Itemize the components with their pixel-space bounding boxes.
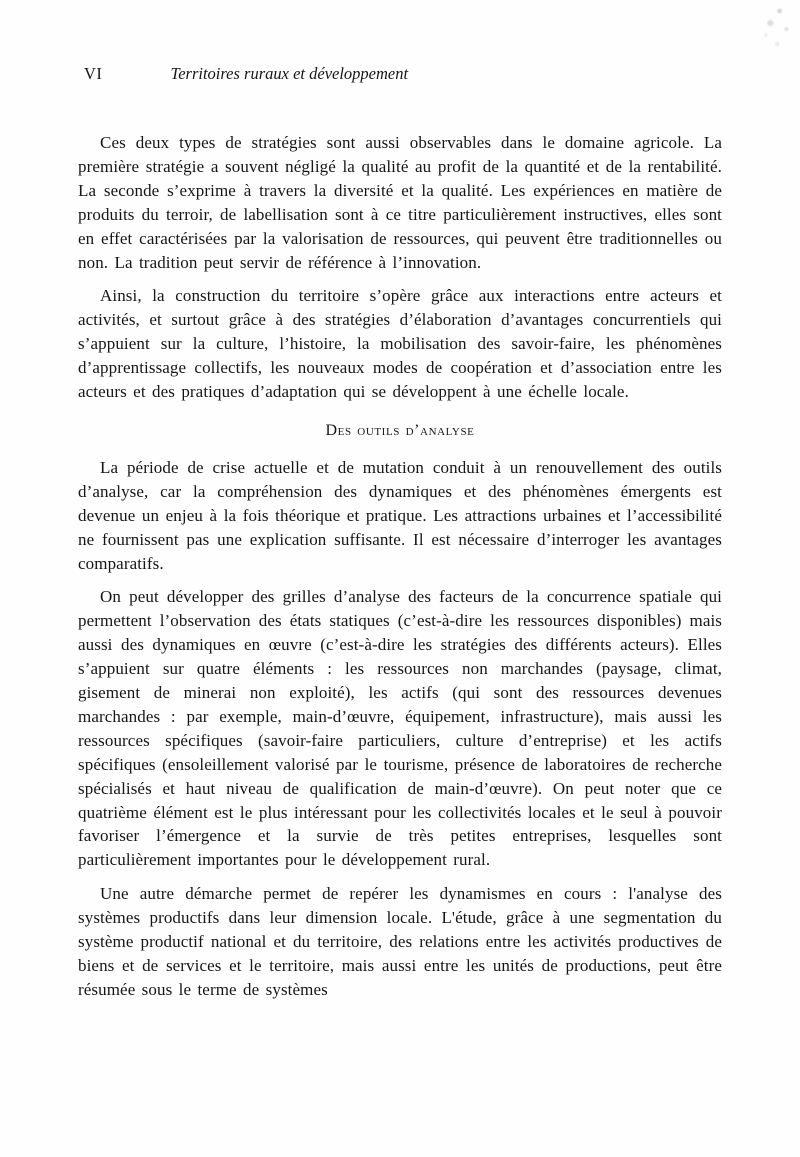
scan-artifact	[752, 2, 798, 62]
paragraph-autre-demarche: Une autre démarche permet de repérer les dynamismes en cours : l'analyse des systèmes productifs dans leur dimension locale. L'étude, grâce à une segmentation du système productif national et du territoire, des relations entre les activités productives de biens et de services et le territoire, mais aussi entre les unités de productions, peut être résumée sous le terme de systèmes	[78, 884, 722, 999]
paragraph-construction-territoire: Ainsi, la construction du territoire s’opère grâce aux interactions entre acteurs et activités, et surtout grâce à des stratégies d’élaboration d’avantages concurrentiels qui s’appuient sur la culture, l’histoire, la mobilisation des savoir-faire, les phénomènes d’apprentissage collectifs, les nouveaux modes de coopération et d’association entre les acteurs et des pratiques d’adaptation qui se développent à une échelle locale.	[78, 286, 722, 402]
section-heading: Des outils d’analyse	[325, 421, 475, 439]
paragraph-grilles-analyse: On peut développer des grilles d’analyse des facteurs de la concurrence spatiale qui permettent l’observation des états statiques (c’est-à-dire les ressources disponibles) mais aussi des dynamiques en œuvre (c’est-à-dire les stratégies des différents acteurs). Elles s’appuient sur quatre éléments : les ressources non marchandes (paysage, climat, gisement de minerai non exploité), les actifs (qui sont des ressources devenues marchandes : par exemple, main-d’œuvre, équipement, infrastructure), mais aussi les ressources spécifiques (savoir-faire particuliers, culture d’entreprise) et les actifs spécifiques (ensoleillement valorisé par le tourisme, présence de laboratoires de recherche spécialisés et haut niveau de qualification de main-d’œuvre). On peut noter que ce quatrième élément est le plus intéressant pour les collectivités locales et le seul à pouvoir favoriser l’émergence et la survie de très petites entreprises, lesquelles sont particulièrement importantes pour le développement rural.	[78, 587, 722, 870]
page-number: VI	[84, 64, 103, 83]
running-title: Territoires ruraux et développement	[170, 64, 409, 83]
paragraph-periode-crise: La période de crise actuelle et de mutation conduit à un renouvellement des outils d’analyse, car la compréhension des dynamiques et des phénomènes émergents est devenue un enjeu à la fois théorique et pratique. Les attractions urbaines et l’accessibilité ne fournissent pas une explication suffisante. Il est nécessaire d’interroger les avantages comparatifs.	[78, 457, 722, 573]
page-body	[78, 131, 722, 1012]
page-header	[84, 63, 722, 85]
paragraph-strategies-agricoles: Ces deux types de stratégies sont aussi observables dans le domaine agricole. La première stratégie a souvent négligé la qualité au profit de la quantité et de la rentabilité. La seconde s’exprime à travers la diversité et la qualité. Les expériences en matière de produits du terroir, de labellisation sont à ce titre particulièrement instructives, elles sont en effet caractérisées par la valorisation de ressources, qui peuvent être traditionnelles ou non. La tradition peut servir de référence à l’innovation.	[78, 133, 722, 272]
